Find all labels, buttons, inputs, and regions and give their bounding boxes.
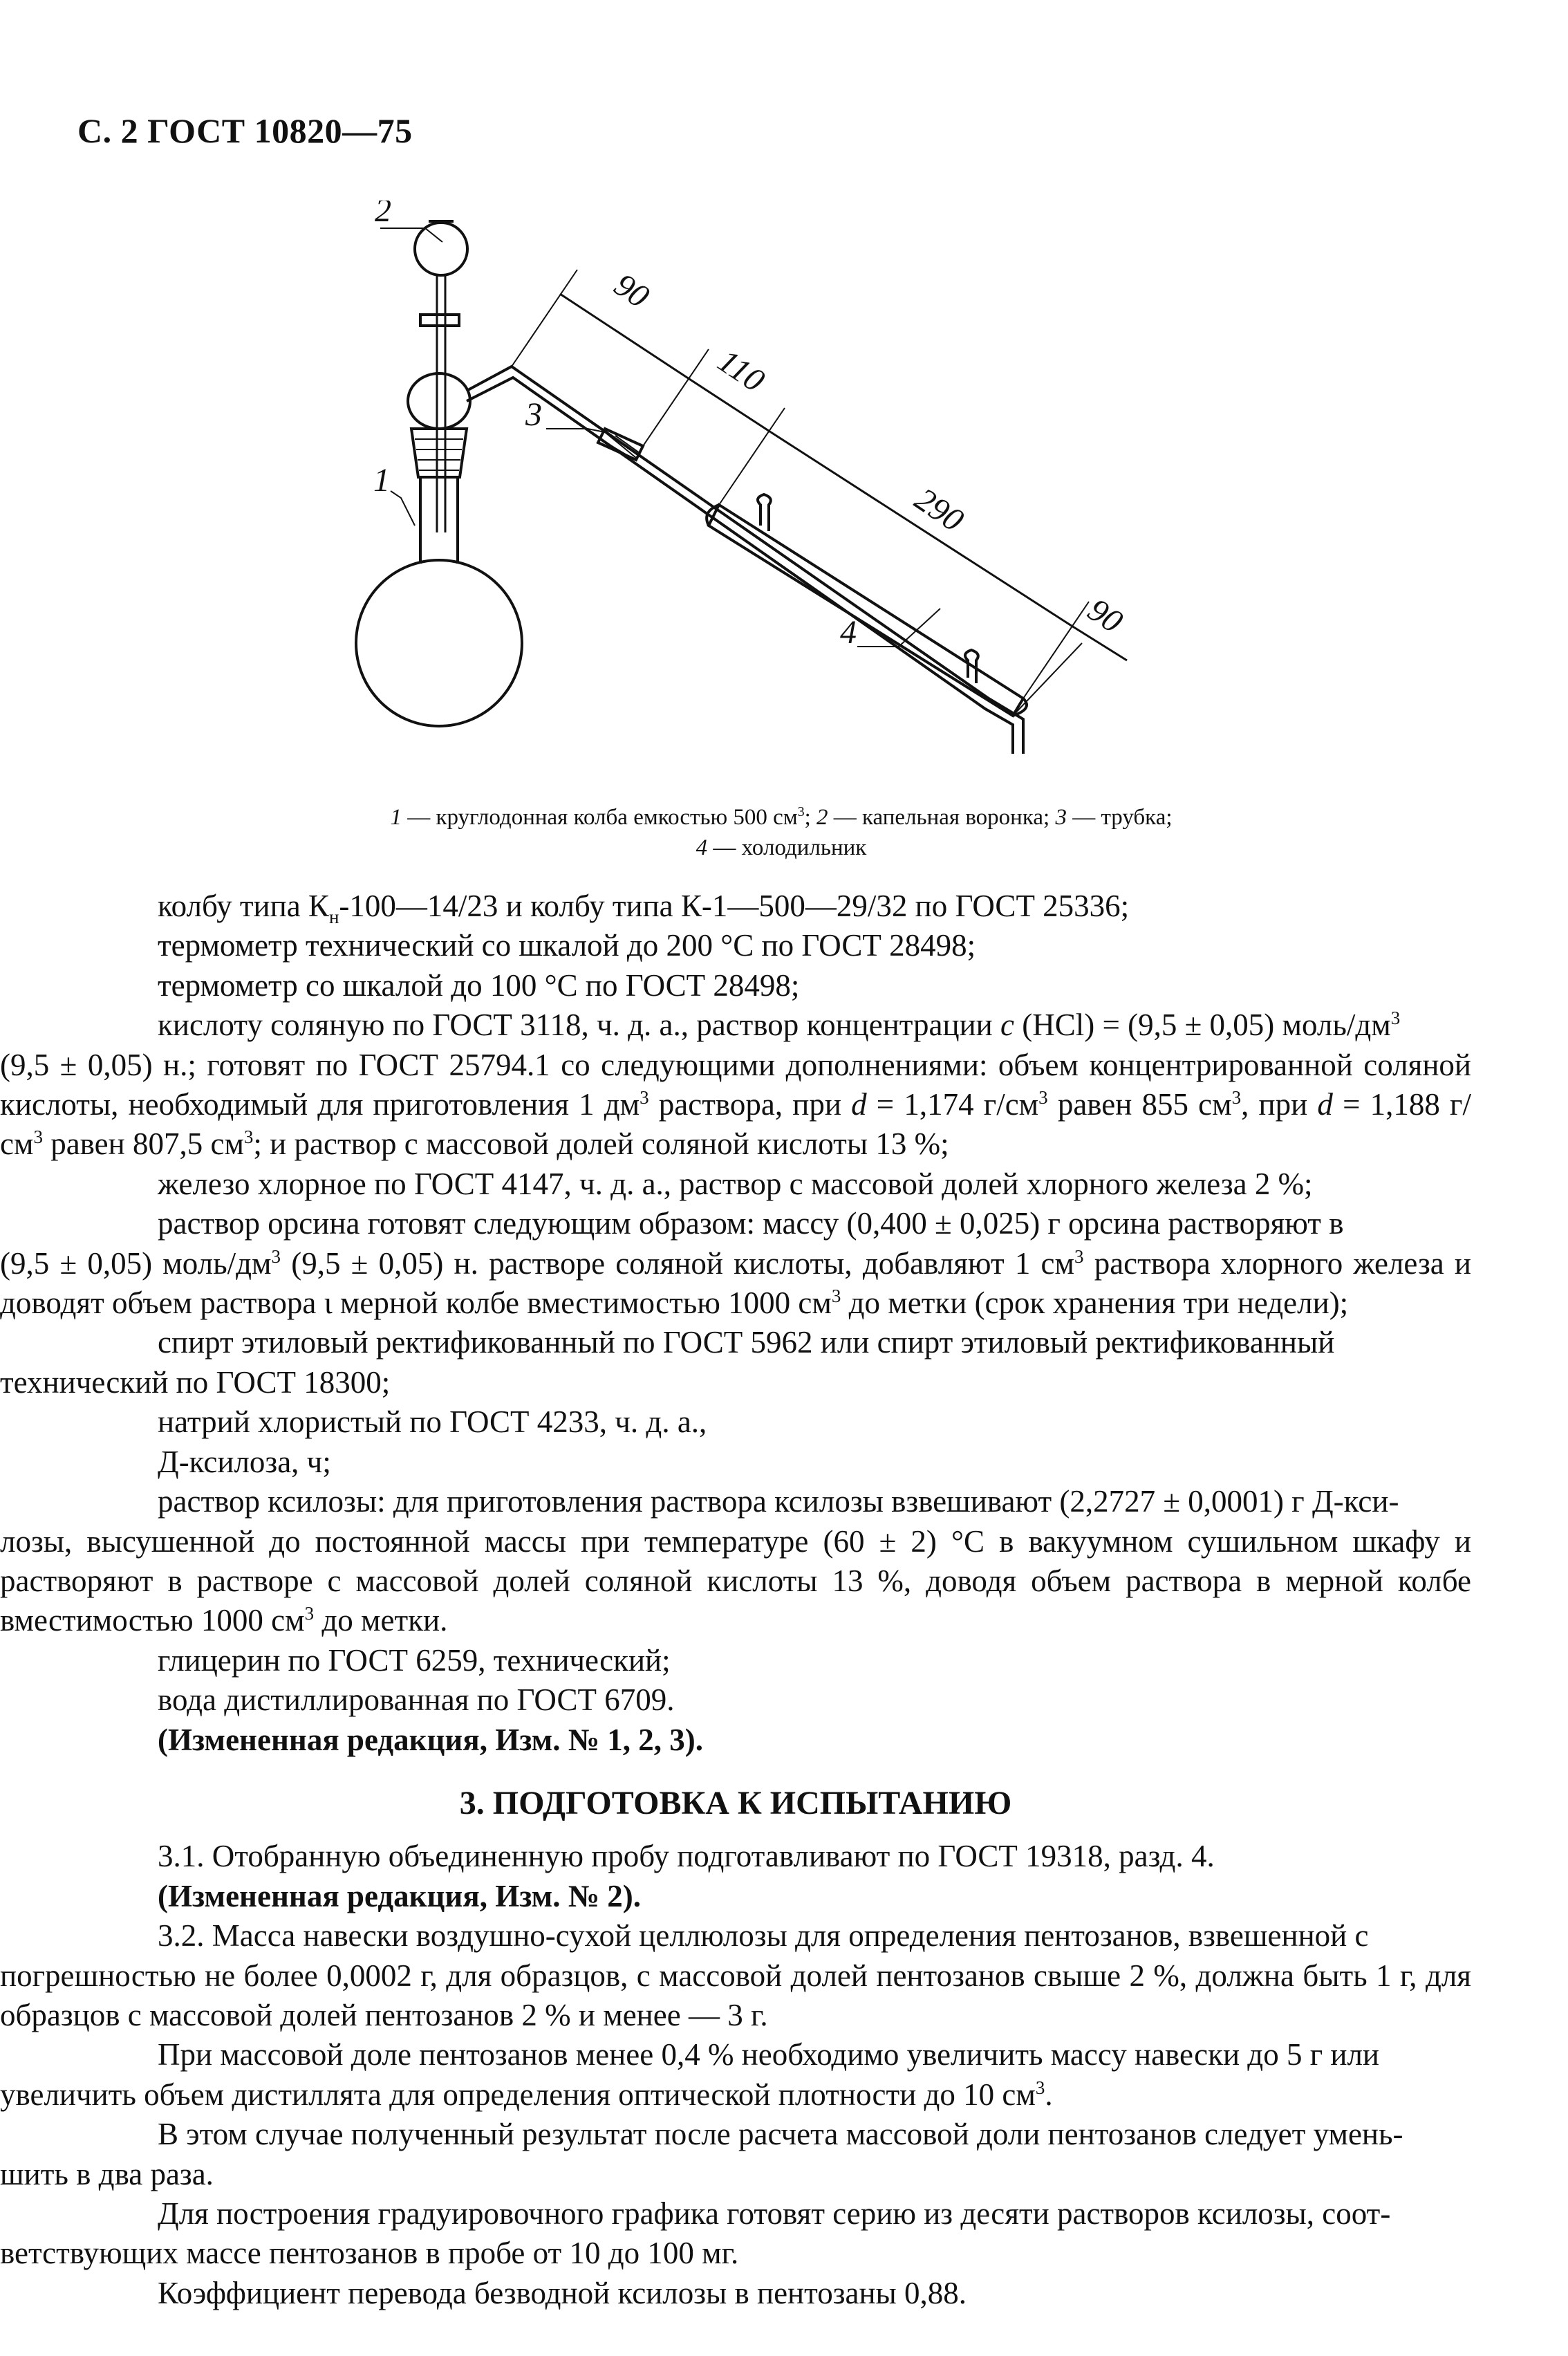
- caption-text-3: — трубка;: [1066, 805, 1173, 830]
- superscript: 3: [1231, 1087, 1242, 1109]
- label-tube: 3: [525, 396, 542, 433]
- figure-caption: [207, 802, 1355, 863]
- funnel-tap: [420, 315, 459, 326]
- para-xylose-solution-cont: [0, 1522, 1471, 1641]
- para-sodium-chloride: натрий хлористый по ГОСТ 4233, ч. д. а.,: [158, 1404, 707, 1440]
- caption-text-1: — круглодонная колба емкостью 500 см: [401, 805, 798, 830]
- para-orcinol-cont: [0, 1244, 1471, 1324]
- para-text: = 1,188 г/см: [0, 1087, 1472, 1162]
- body-text: [0, 887, 1472, 2313]
- dropping-funnel: [415, 223, 467, 275]
- para-hydrochloric-acid: [158, 1005, 1471, 1045]
- para-text: лозы, высушенной до постоянной массы при температуре (60 ± 2) °С в вакуумном сушильном шкафу и растворяют в растворе с массовой долей соляной кислоты 13 %, доводя объем раствора в мерной колбе вместимостью 1000 см: [0, 1523, 1471, 1638]
- para-text: кислоту соляную по ГОСТ 3118, ч. д. а., раствор концентрации: [158, 1008, 1000, 1043]
- para-halve-result-cont: шить в два раза.: [0, 2156, 214, 2191]
- caption-num-4: 4: [696, 835, 708, 860]
- para-3-2-cont: погрешностью не более 0,0002 г, для образцов, с массовой долей пентозанов свыше 2 %, должна быть 1 г, для образцов с массовой долей пентозанов 2 % и менее — 3 г.: [0, 1958, 1471, 2032]
- dim-line-2: [691, 380, 771, 432]
- para-flasks: [158, 887, 1471, 926]
- label-funnel: 2: [375, 201, 391, 229]
- superscript: 3: [1390, 1008, 1401, 1029]
- para-3-2: 3.2. Масса навески воздушно-сухой целлюлозы для определения пентозанов, взвешенной с: [158, 1918, 1369, 1954]
- side-arm: [467, 367, 1023, 754]
- para-text: увеличить объем дистиллята для определения оптической плотности до 10 см: [0, 2077, 1036, 2112]
- para-ethanol: спирт этиловый ректификованный по ГОСТ 5962 или спирт этиловый ректификованный: [158, 1325, 1335, 1360]
- amendment-note-1: (Измененная редакция, Изм. № 1, 2, 3).: [158, 1722, 704, 1757]
- para-halve-result: В этом случае полученный результат после расчета массовой доли пентозанов следует умень-: [158, 2117, 1403, 2152]
- para-text: .: [1045, 2077, 1053, 2112]
- para-ethanol-cont: технический по ГОСТ 18300;: [0, 1364, 391, 1400]
- para-text: до метки.: [314, 1603, 448, 1638]
- superscript: 3: [243, 1126, 254, 1148]
- dim-label-4: 90: [1081, 591, 1130, 640]
- para-text: -100—14/23 и колбу типа К-1—500—29/32 по ГОСТ 25336;: [339, 889, 1130, 923]
- para-text: равен 807,5 см: [42, 1126, 244, 1162]
- para-calibration: Для построения градуировочного графика готовят серию из десяти растворов ксилозы, соот-: [158, 2196, 1391, 2231]
- apparatus-drawing: [332, 201, 1244, 809]
- superscript: 3: [1038, 1087, 1048, 1109]
- dim-label-2: 110: [711, 342, 772, 400]
- superscript: 3: [1074, 1245, 1084, 1267]
- para-text: (9,5 ± 0,05) моль/дм: [0, 1245, 272, 1281]
- section-title: 3. ПОДГОТОВКА К ИСПЫТАНИЮ: [459, 1784, 1012, 1821]
- para-text: = 1,174 г/см: [866, 1087, 1039, 1122]
- superscript: 3: [304, 1603, 315, 1624]
- subscript: н: [328, 907, 339, 927]
- superscript: 3: [271, 1245, 281, 1267]
- page-header: С. 2 ГОСТ 10820—75: [77, 111, 413, 150]
- superscript: 3: [33, 1126, 43, 1148]
- para-text: , при: [1241, 1087, 1318, 1122]
- superscript: 3: [831, 1286, 841, 1307]
- para-low-pentosan-cont: [0, 2075, 1471, 2115]
- para-text: (HCl) = (9,5 ± 0,05) моль/дм: [1014, 1008, 1391, 1043]
- para-text: раствора хлорного железа и доводят объем раствора ι мерной колбе вместимостью 1000 см: [0, 1245, 1471, 1321]
- label-condenser: 4: [840, 614, 857, 651]
- superscript: 3: [640, 1087, 649, 1109]
- flask-neck: [420, 477, 458, 564]
- italic-var: с: [1000, 1008, 1014, 1043]
- caption-text-2: — капельная воронка;: [828, 805, 1056, 830]
- caption-num-3: 3: [1055, 805, 1067, 830]
- para-3-1: 3.1. Отобранную объединенную пробу подготавливают по ГОСТ 19318, разд. 4.: [158, 1839, 1215, 1874]
- para-hydrochloric-acid-cont: [0, 1046, 1471, 1165]
- para-text: колбу типа К: [158, 889, 329, 923]
- caption-sep: ;: [804, 805, 817, 830]
- caption-line-1: [207, 802, 1355, 833]
- caption-num-2: 2: [816, 805, 828, 830]
- para-text: раствора, при: [648, 1087, 852, 1122]
- para-thermometer: термометр со шкалой до 100 °С по ГОСТ 28498;: [158, 967, 800, 1003]
- para-coefficient: Коэффициент перевода безводной ксилозы в пентозаны 0,88.: [158, 2275, 967, 2310]
- para-text: до метки (срок хранения три недели);: [841, 1286, 1349, 1321]
- caption-num-1: 1: [390, 805, 402, 830]
- caption-sup: 3: [797, 804, 805, 819]
- amendment-note-2: (Измененная редакция, Изм. № 2).: [158, 1878, 642, 1913]
- para-calibration-cont: ветствующих массе пентозанов в пробе от 10 до 100 мг.: [0, 2236, 739, 2271]
- para-text: (9,5 ± 0,05) н. растворе соляной кислоты, добавляют 1 см: [281, 1245, 1074, 1281]
- italic-var: d: [851, 1087, 867, 1122]
- superscript: 3: [1035, 2077, 1045, 2098]
- italic-var: d: [1317, 1087, 1333, 1122]
- flask-body: [356, 560, 522, 726]
- para-water: вода дистиллированная по ГОСТ 6709.: [158, 1682, 675, 1718]
- condenser-port-top: [758, 494, 771, 531]
- dim-label-3: 290: [908, 481, 971, 539]
- apparatus-figure: [332, 201, 1244, 809]
- label-flask: 1: [373, 462, 390, 499]
- para-thermometer-technical: термометр технический со шкалой до 200 °С по ГОСТ 28498;: [158, 928, 976, 963]
- dim-line-3: [771, 432, 1072, 626]
- dim-label-1: 90: [607, 266, 656, 315]
- para-low-pentosan: При массовой доле пентозанов менее 0,4 % необходимо увеличить массу навески до 5 г или: [158, 2037, 1380, 2072]
- para-orcinol: раствор орсина готовят следующим образом: массу (0,400 ± 0,025) г орсина растворяют в: [158, 1206, 1344, 1241]
- adapter-bulb: [408, 373, 470, 429]
- caption-line-2: [207, 833, 1355, 863]
- caption-text-4: — холодильник: [707, 835, 867, 860]
- para-text: ; и раствор с массовой долей соляной кислоты 13 %;: [253, 1126, 949, 1162]
- para-ferric-chloride: железо хлорное по ГОСТ 4147, ч. д. а., раствор с массовой долей хлорного железа 2 %;: [158, 1166, 1313, 1201]
- para-glycerin: глицерин по ГОСТ 6259, технический;: [158, 1642, 671, 1678]
- para-text: равен 855 см: [1047, 1087, 1232, 1122]
- para-xylose-solution: раствор ксилозы: для приготовления раствора ксилозы взвешивают (2,2727 ± 0,0001) г Д-кси-: [158, 1484, 1399, 1519]
- para-text: (9,5 ± 0,05) н.; готовят по ГОСТ 25794.1 со следующими дополнениями: объем концентрированной соляной кислоты, необходимый для приготовления 1 дм: [0, 1047, 1471, 1122]
- para-xylose: Д-ксилоза, ч;: [158, 1444, 331, 1479]
